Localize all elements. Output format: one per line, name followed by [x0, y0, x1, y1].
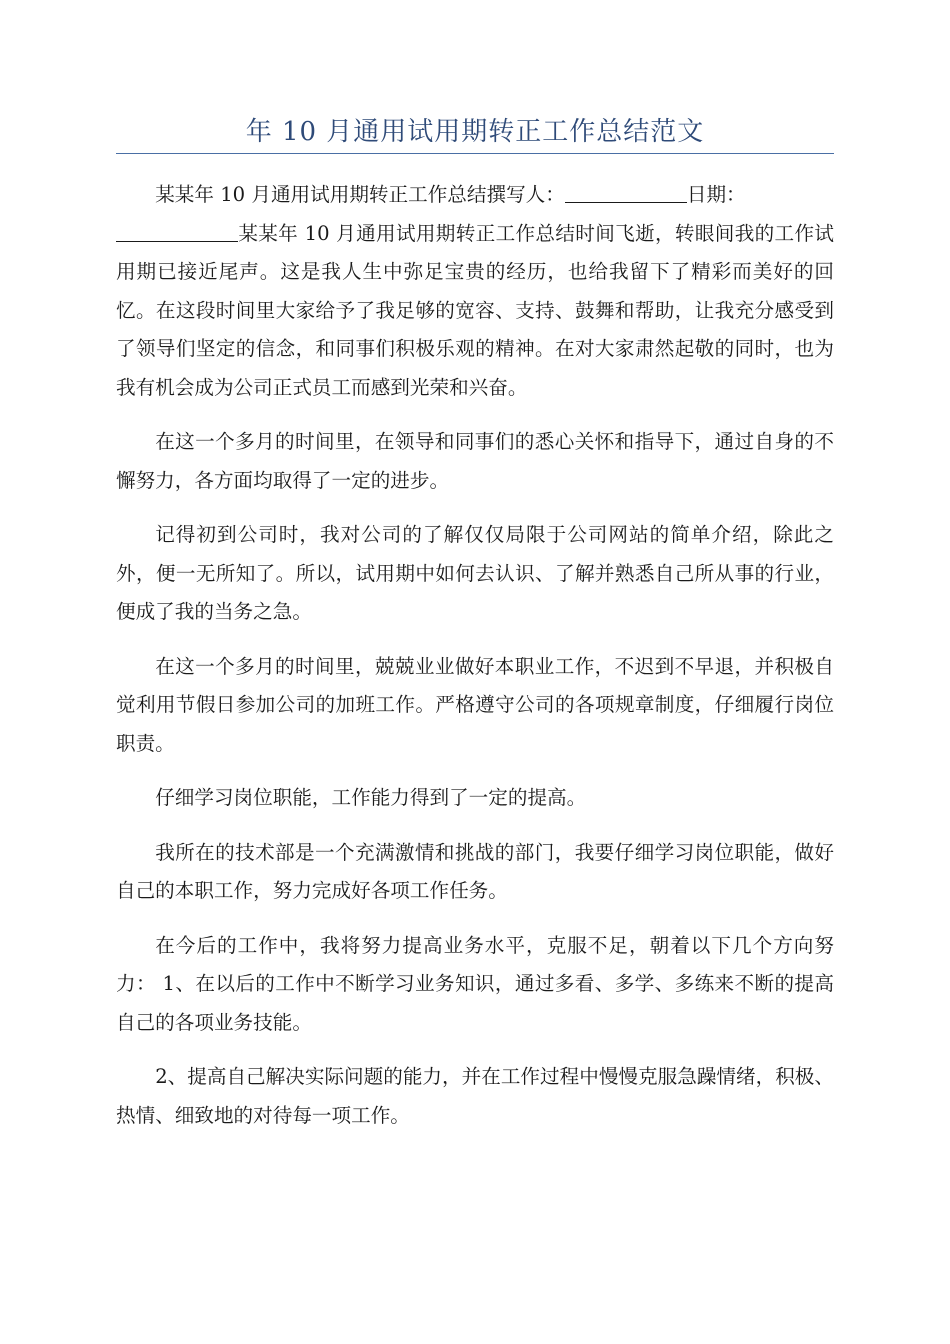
body-paragraph-3: 在这一个多月的时间里，兢兢业业做好本职业工作，不迟到不早退，并积极自觉利用节假日参加公司的加班工作。严格遵守公司的各项规章制度，仔细履行岗位职责。	[116, 654, 834, 755]
intro-body-text: 某某年 10 月通用试用期转正工作总结时间飞逝，转眼间我的工作试用期已接近尾声。这是我人生中弥足宝贵的经历，也给我留下了精彩而美好的回忆。在这段时间里大家给予了我足够的宽容、支持、鼓舞和帮助，让我充分感受到了领导们坚定的信念，和同事们积极乐观的精神。在对大家肃然起敬的同时，也为我有机会成为公司正式员工而感到光荣和兴奋。	[116, 221, 834, 399]
body-paragraph-7: 2、提高自己解决实际问题的能力，并在工作过程中慢慢克服急躁情绪，积极、热情、细致地的对待每一项工作。	[116, 1065, 834, 1127]
date-blank	[116, 221, 238, 242]
intro-paragraph	[116, 176, 834, 407]
body-paragraph-4: 仔细学习岗位职能，工作能力得到了一定的提高。	[155, 786, 587, 809]
body-paragraph-6: 在今后的工作中，我将努力提高业务水平，克服不足，朝着以下几个方向努力： 1、在以后的工作中不断学习业务知识，通过多看、多学、多练来不断的提高自己的各项业务技能。	[116, 933, 834, 1034]
body-paragraph-2: 记得初到公司时，我对公司的了解仅仅局限于公司网站的简单介绍，除此之外，便一无所知了。所以，试用期中如何去认识、了解并熟悉自己所从事的行业，便成了我的当务之急。	[116, 523, 834, 623]
document-body	[116, 176, 834, 1151]
author-blank	[565, 182, 687, 203]
body-paragraph-5: 我所在的技术部是一个充满激情和挑战的部门，我要仔细学习岗位职能，做好自己的本职工作，努力完成好各项工作任务。	[116, 840, 834, 902]
intro-date-label: 日期：	[686, 183, 746, 206]
document-title: 年 10 月通用试用期转正工作总结范文	[245, 117, 705, 147]
title-underline	[116, 153, 834, 154]
body-paragraph-1: 在这一个多月的时间里，在领导和同事们的悉心关怀和指导下，通过自身的不懈努力，各方面均取得了一定的进步。	[116, 430, 834, 492]
intro-author-label: 某某年 10 月通用试用期转正工作总结撰写人：	[155, 183, 565, 206]
